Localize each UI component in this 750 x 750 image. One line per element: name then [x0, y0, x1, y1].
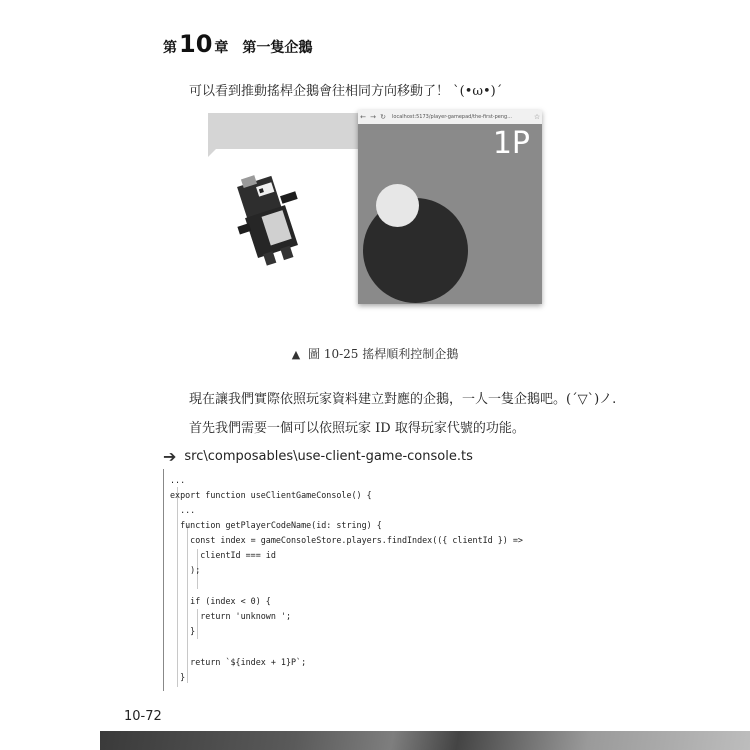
chapter-header — [163, 30, 312, 58]
speech-bubble — [208, 113, 360, 149]
code-file-header — [163, 447, 473, 466]
body-paragraph-2: 首先我們需要一個可以依照玩家 ID 取得玩家代號的功能。 — [189, 421, 525, 436]
figure-caption — [0, 345, 750, 362]
player-label: 1P — [492, 126, 530, 161]
chapter-number: 10 — [179, 30, 213, 58]
code-line: ... — [170, 475, 186, 485]
triangle-icon: ▲ — [291, 348, 301, 361]
star-icon[interactable]: ☆ — [533, 113, 541, 121]
speech-bubble-tail — [208, 148, 217, 157]
body-paragraph-1: 現在讓我們實際依照玩家資料建立對應的企鵝，一人一隻企鵝吧。(´▽`)ノ. — [189, 392, 617, 407]
code-line: const index = gameConsoleStore.players.findIndex(({ clientId }) => — [170, 535, 523, 545]
forward-icon[interactable]: → — [370, 113, 376, 121]
chapter-suffix: 章 — [214, 40, 229, 56]
browser-toolbar — [358, 110, 542, 124]
page-number: 10-72 — [124, 709, 162, 724]
figure-screenshot — [208, 110, 542, 306]
chapter-prefix: 第 — [163, 40, 177, 56]
penguin-illustration — [236, 162, 306, 272]
browser-window — [358, 110, 542, 304]
code-block — [163, 469, 583, 691]
code-line: } — [170, 672, 186, 682]
code-file-path: src\composables\use-client-game-console.ts — [184, 449, 473, 464]
code-line: ... — [170, 505, 196, 515]
chapter-title: 第一隻企鵝 — [242, 40, 313, 56]
code-line: export function useClientGameConsole() { — [170, 490, 372, 500]
code-line: return 'unknown '; — [170, 611, 292, 621]
joystick-knob[interactable] — [376, 184, 419, 227]
code-line: if (index < 0) { — [170, 596, 271, 606]
code-line: } — [170, 626, 196, 636]
arrow-right-icon: ➔ — [163, 447, 177, 466]
reload-icon[interactable]: ↻ — [380, 113, 386, 121]
code-line: function getPlayerCodeName(id: string) { — [170, 520, 382, 530]
address-bar[interactable]: localhost:5173/player-gamepad/the-first-peng... — [392, 114, 512, 120]
code-line: return `${index + 1}P`; — [170, 657, 307, 667]
footer-band — [100, 731, 750, 750]
code-line: ); — [170, 565, 201, 575]
back-icon[interactable]: ← — [360, 113, 366, 121]
figure-caption-text: 圖 10-25 搖桿順利控制企鵝 — [308, 347, 459, 361]
code-line: clientId === id — [170, 550, 276, 560]
intro-paragraph: 可以看到推動搖桿企鵝會往相同方向移動了！ ˋ(•ω•)ˊ — [189, 84, 503, 99]
